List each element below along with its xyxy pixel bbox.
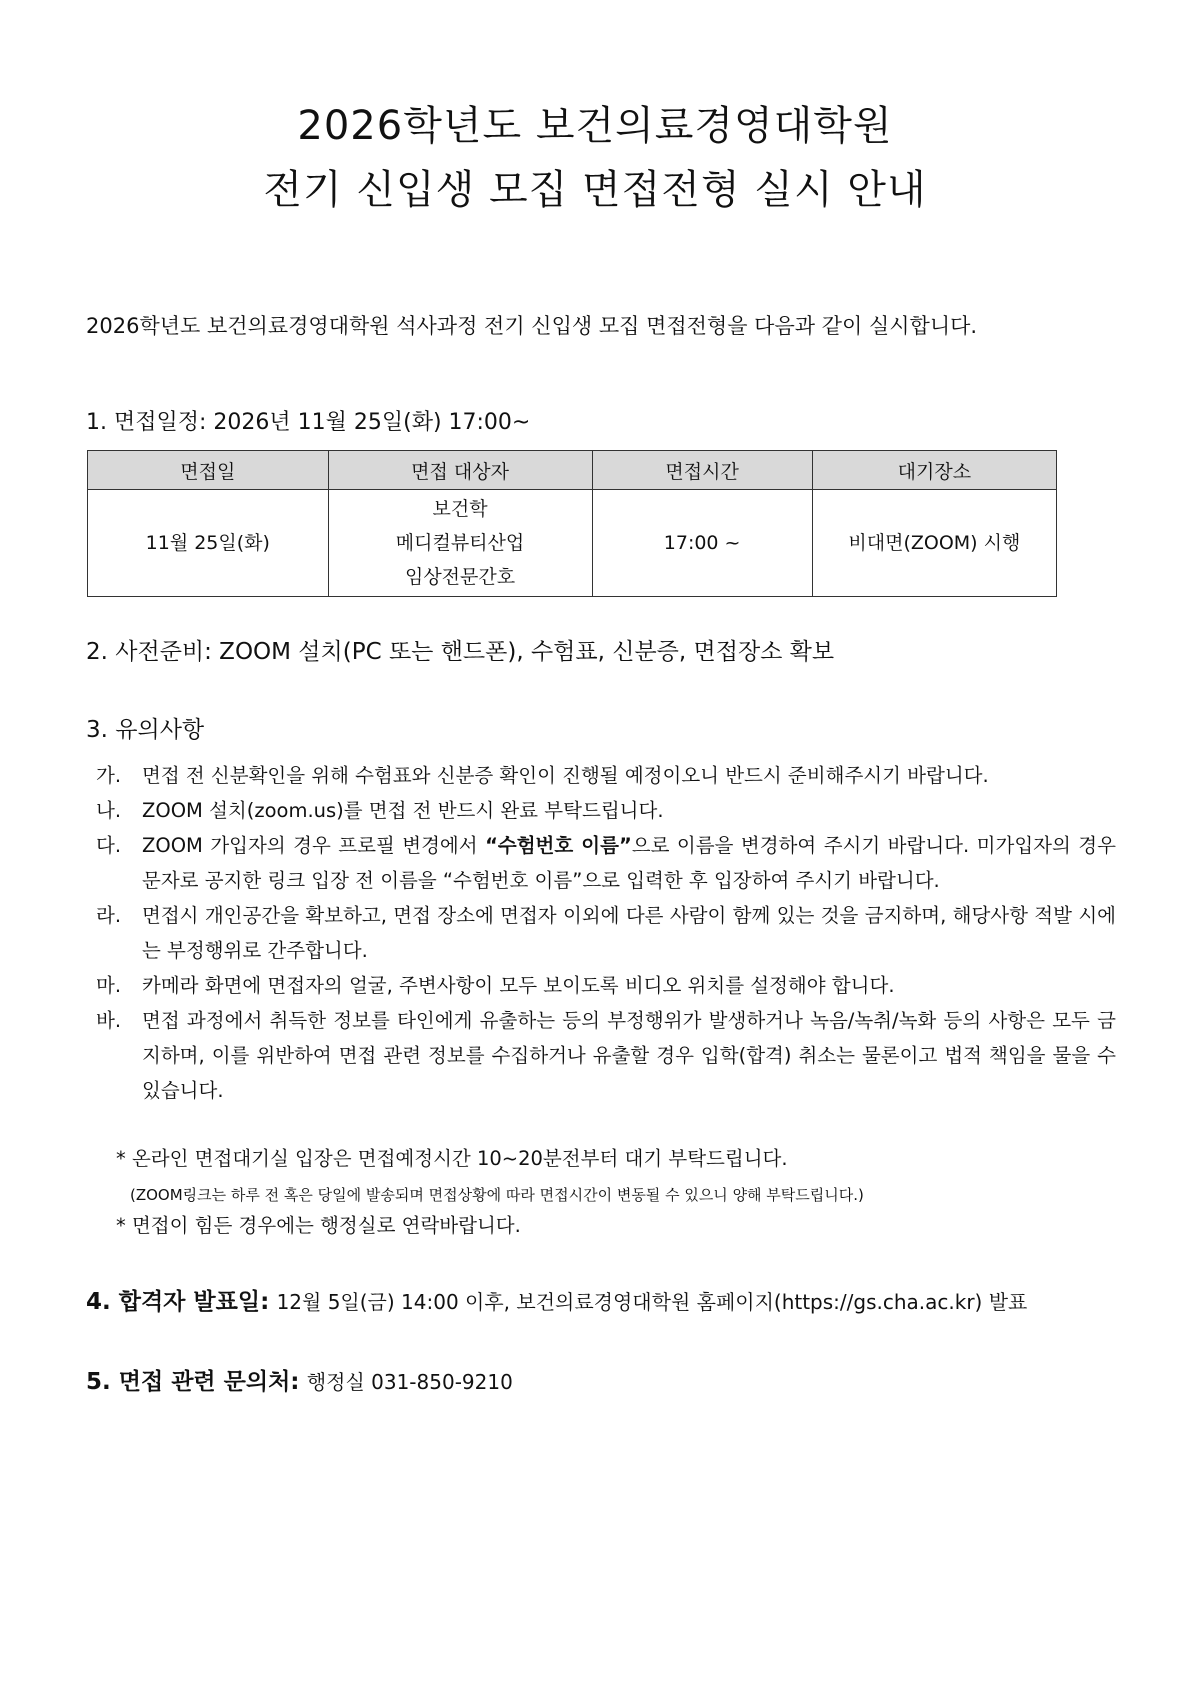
item-text: 면접시 개인공간을 확보하고, 면접 장소에 면접자 이외에 다른 사람이 함께 있는 것을 금지하며, 해당사항 적발 시에는 부정행위로 간주합니다. [142, 904, 1116, 962]
list-item [96, 758, 1116, 793]
section-4 [86, 1283, 1027, 1316]
section-5-value: 행정실 031-850-9210 [306, 1370, 513, 1394]
title-line-1: 2026학년도 보건의료경영대학원 [297, 103, 893, 149]
cell-time: 17:00 ~ [592, 490, 812, 597]
target-health: 보건학 [432, 498, 488, 520]
item-text-part: ZOOM 가입자의 경우 프로필 변경에서 [142, 834, 486, 857]
header-date: 면접일 [88, 451, 329, 490]
section-5 [86, 1363, 513, 1396]
item-marker: 바. [96, 1009, 122, 1032]
item-text [142, 828, 1116, 898]
table-row [88, 490, 1057, 597]
item-text-part: 으로 이름을 변경하여 주시기 바랍니다. 미가입자의 경우 문자로 공지한 링크 입장 전 이름을 “수험번호 이름”으로 입력한 후 입장하여 주시기 바랍니다. [142, 834, 1116, 892]
section-2-heading: 2. 사전준비: ZOOM 설치(PC 또는 핸드폰), 수험표, 신분증, 면접장소 확보 [86, 639, 835, 665]
section-4-label: 4. 합격자 발표일: [86, 1289, 270, 1315]
list-item [96, 898, 1116, 968]
header-time: 면접시간 [592, 451, 812, 490]
item-marker: 나. [96, 799, 122, 822]
item-text: 면접 과정에서 취득한 정보를 타인에게 유출하는 등의 부정행위가 발생하거나 녹음/녹취/녹화 등의 사항은 모두 금지하며, 이를 위반하여 면접 관련 정보를 수집하거나 유출할 경우 입학(합격) 취소는 물론이고 법적 책임을 물을 수 있습니다. [142, 1009, 1116, 1102]
header-targets: 면접 대상자 [328, 451, 592, 490]
list-item [96, 793, 1116, 828]
cell-place: 비대면(ZOOM) 시행 [812, 490, 1056, 597]
list-item [96, 828, 1116, 898]
title-line-2: 전기 신입생 모집 면접전형 실시 안내 [263, 167, 927, 213]
note-waiting-room: * 온라인 면접대기실 입장은 면접예정시간 10~20분전부터 대기 부탁드립니다. [116, 1147, 788, 1170]
interview-schedule-table [87, 450, 1057, 597]
cell-date: 11월 25일(화) [88, 490, 329, 597]
section-3-heading: 3. 유의사항 [86, 717, 205, 743]
note-zoom-link: (ZOOM링크는 하루 전 혹은 당일에 발송되며 면접상황에 따라 면접시간이 변동될 수 있으니 양해 부탁드립니다.) [130, 1186, 864, 1204]
header-place: 대기장소 [812, 451, 1056, 490]
table-header-row [88, 451, 1057, 490]
item-text: 카메라 화면에 면접자의 얼굴, 주변사항이 모두 보이도록 비디오 위치를 설정해야 합니다. [142, 974, 895, 997]
note-contact-office: * 면접이 힘든 경우에는 행정실로 연락바랍니다. [116, 1214, 521, 1237]
target-medical-beauty: 메디컬뷰티산업 [395, 532, 525, 554]
list-item [96, 1003, 1116, 1108]
cell-targets [328, 490, 592, 597]
item-marker: 다. [96, 834, 122, 857]
item-marker: 라. [96, 904, 122, 927]
list-item [96, 968, 1116, 1003]
section-1-heading: 1. 면접일정: 2026년 11월 25일(화) 17:00~ [86, 410, 531, 435]
target-clinical-nursing: 임상전문간호 [404, 566, 516, 588]
section-5-label: 5. 면접 관련 문의처: [86, 1369, 300, 1395]
notes-list [96, 758, 1116, 1108]
item-emphasis: “수험번호 이름” [485, 834, 632, 857]
item-text: 면접 전 신분확인을 위해 수험표와 신분증 확인이 진행될 예정이오니 반드시 준비해주시기 바랍니다. [142, 764, 989, 787]
item-marker: 마. [96, 974, 122, 997]
intro-paragraph: 2026학년도 보건의료경영대학원 석사과정 전기 신입생 모집 면접전형을 다음과 같이 실시합니다. [86, 314, 978, 338]
item-text: ZOOM 설치(zoom.us)를 면접 전 반드시 완료 부탁드립니다. [142, 799, 664, 822]
item-marker: 가. [96, 764, 122, 787]
section-4-value: 12월 5일(금) 14:00 이후, 보건의료경영대학원 홈페이지(https://gs.cha.ac.kr) 발표 [276, 1290, 1028, 1314]
